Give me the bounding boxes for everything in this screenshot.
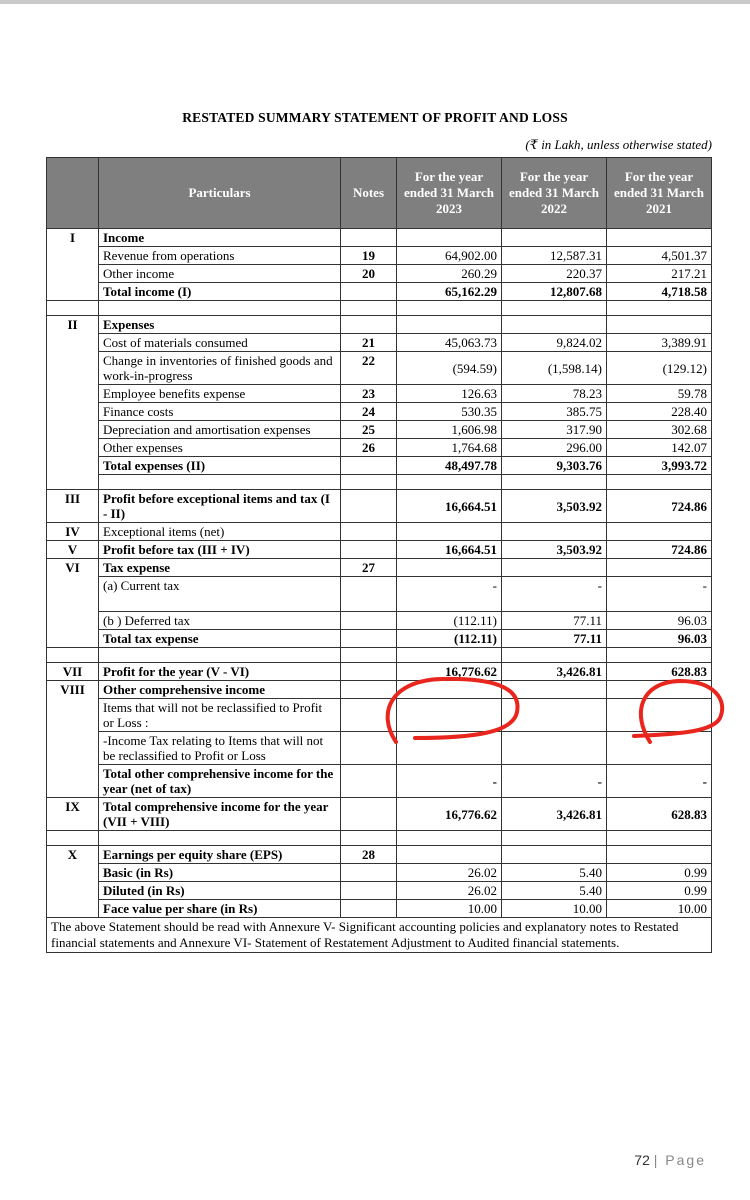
profit-loss-table: [46, 157, 712, 953]
value-2021: 217.21: [607, 265, 712, 283]
value-2022: 5.40: [502, 864, 607, 882]
table-row: [47, 523, 712, 541]
row-label: Cost of materials consumed: [99, 334, 341, 352]
value-2023: 1,606.98: [397, 421, 502, 439]
value-2023: 1,764.68: [397, 439, 502, 457]
spacer-row: [47, 301, 712, 316]
roman-numeral: VI: [47, 559, 99, 648]
note-ref: 26: [341, 439, 397, 457]
page-label: | Page: [653, 1152, 706, 1168]
row-label: Other comprehensive income: [99, 681, 341, 699]
table-row: [47, 846, 712, 864]
row-label: Expenses: [99, 316, 341, 334]
row-label: Total income (I): [99, 283, 341, 301]
row-label: Finance costs: [99, 403, 341, 421]
note-ref: 22: [341, 352, 397, 385]
row-label: Items that will not be reclassified to Profit or Loss :: [99, 699, 341, 732]
value-2021: 4,501.37: [607, 247, 712, 265]
table-row: [47, 541, 712, 559]
roman-numeral: III: [47, 490, 99, 523]
row-label: (a) Current tax: [99, 577, 341, 612]
value-2023: 16,664.51: [397, 541, 502, 559]
value-2021: 0.99: [607, 864, 712, 882]
value-2022: 78.23: [502, 385, 607, 403]
value-2022: 3,426.81: [502, 798, 607, 831]
value-2021: 96.03: [607, 612, 712, 630]
roman-numeral: VIII: [47, 681, 99, 798]
header-fy2021: For the year ended 31 March 2021: [607, 158, 712, 229]
value-2022: 3,503.92: [502, 490, 607, 523]
value-2021: 59.78: [607, 385, 712, 403]
page-number: 72: [634, 1152, 650, 1168]
page-footer: [634, 1152, 706, 1168]
table-row: [47, 630, 712, 648]
value-2022: 220.37: [502, 265, 607, 283]
value-2021: 302.68: [607, 421, 712, 439]
table-row: [47, 334, 712, 352]
value-2023: 16,776.62: [397, 663, 502, 681]
footnote: The above Statement should be read with Annexure V- Significant accounting policies and explanatory notes to Restated financial statements and Annexure VI- Statement of Restatement Adjustment to Audited financial statements.: [47, 918, 712, 953]
header-particulars: Particulars: [99, 158, 341, 229]
value-2021: 724.86: [607, 490, 712, 523]
row-label: Earnings per equity share (EPS): [99, 846, 341, 864]
row-label: Tax expense: [99, 559, 341, 577]
value-2022: 3,503.92: [502, 541, 607, 559]
value-2022: -: [502, 765, 607, 798]
row-label: Profit before exceptional items and tax (I - II): [99, 490, 341, 523]
table-row: [47, 352, 712, 385]
roman-numeral: I: [47, 229, 99, 301]
value-2023: 64,902.00: [397, 247, 502, 265]
row-label: Exceptional items (net): [99, 523, 341, 541]
top-border: [0, 0, 750, 4]
value-2021: -: [607, 577, 712, 612]
row-label: Total other comprehensive income for the year (net of tax): [99, 765, 341, 798]
value-2022: 317.90: [502, 421, 607, 439]
value-2023: 16,664.51: [397, 490, 502, 523]
note-ref: 25: [341, 421, 397, 439]
table-row: [47, 798, 712, 831]
roman-numeral: II: [47, 316, 99, 490]
roman-numeral: VII: [47, 663, 99, 681]
table-row: [47, 559, 712, 577]
row-label: Depreciation and amortisation expenses: [99, 421, 341, 439]
row-label: Employee benefits expense: [99, 385, 341, 403]
value-2021: 724.86: [607, 541, 712, 559]
document-title: RESTATED SUMMARY STATEMENT OF PROFIT AND LOSS: [182, 110, 568, 125]
table-row: [47, 663, 712, 681]
value-2022: (1,598.14): [502, 352, 607, 385]
table-row: [47, 612, 712, 630]
table-row: [47, 247, 712, 265]
value-2021: 628.83: [607, 663, 712, 681]
note-ref: 28: [341, 846, 397, 864]
table-row: [47, 882, 712, 900]
value-2021: 0.99: [607, 882, 712, 900]
row-label: Face value per share (in Rs): [99, 900, 341, 918]
value-2021: -: [607, 765, 712, 798]
row-label: Profit for the year (V - VI): [99, 663, 341, 681]
table-row: [47, 229, 712, 247]
row-label: Diluted (in Rs): [99, 882, 341, 900]
value-2023: 65,162.29: [397, 283, 502, 301]
roman-numeral: X: [47, 846, 99, 918]
value-2022: 3,426.81: [502, 663, 607, 681]
note-ref: 23: [341, 385, 397, 403]
table-row: [47, 681, 712, 699]
value-2022: 12,587.31: [502, 247, 607, 265]
value-2023: 530.35: [397, 403, 502, 421]
note-ref: 21: [341, 334, 397, 352]
table-row: [47, 577, 712, 612]
table-row: [47, 316, 712, 334]
note-ref: 19: [341, 247, 397, 265]
row-label: (b ) Deferred tax: [99, 612, 341, 630]
table-row: [47, 403, 712, 421]
row-label: Income: [99, 229, 341, 247]
table-row: [47, 699, 712, 732]
unit-note: (₹ in Lakh, unless otherwise stated): [525, 137, 712, 152]
value-2023: 45,063.73: [397, 334, 502, 352]
value-2023: 10.00: [397, 900, 502, 918]
note-ref: 20: [341, 265, 397, 283]
value-2021: 96.03: [607, 630, 712, 648]
table-row: [47, 265, 712, 283]
table-row: [47, 864, 712, 882]
row-label: Total expenses (II): [99, 457, 341, 475]
note-ref: 27: [341, 559, 397, 577]
value-2022: 77.11: [502, 630, 607, 648]
note-ref: 24: [341, 403, 397, 421]
spacer-row: [47, 475, 712, 490]
roman-numeral: V: [47, 541, 99, 559]
value-2023: (112.11): [397, 630, 502, 648]
spacer-row: [47, 831, 712, 846]
value-2023: 126.63: [397, 385, 502, 403]
value-2022: 12,807.68: [502, 283, 607, 301]
value-2021: 628.83: [607, 798, 712, 831]
value-2022: 9,824.02: [502, 334, 607, 352]
table-row: [47, 457, 712, 475]
row-label: -Income Tax relating to Items that will not be reclassified to Profit or Loss: [99, 732, 341, 765]
row-label: Total comprehensive income for the year (VII + VIII): [99, 798, 341, 831]
table-row: [47, 283, 712, 301]
row-label: Profit before tax (III + IV): [99, 541, 341, 559]
spacer-row: [47, 648, 712, 663]
header-rn: [47, 158, 99, 229]
row-label: Revenue from operations: [99, 247, 341, 265]
value-2023: -: [397, 765, 502, 798]
value-2023: 26.02: [397, 882, 502, 900]
value-2021: 3,389.91: [607, 334, 712, 352]
value-2021: 142.07: [607, 439, 712, 457]
value-2022: 10.00: [502, 900, 607, 918]
value-2023: (594.59): [397, 352, 502, 385]
table-row: [47, 439, 712, 457]
row-label: Change in inventories of finished goods and work-in-progress: [99, 352, 341, 385]
value-2023: (112.11): [397, 612, 502, 630]
value-2021: 4,718.58: [607, 283, 712, 301]
roman-numeral: IX: [47, 798, 99, 831]
header-notes: Notes: [341, 158, 397, 229]
row-label: Total tax expense: [99, 630, 341, 648]
footnote-row: [47, 918, 712, 953]
value-2023: 16,776.62: [397, 798, 502, 831]
value-2021: 228.40: [607, 403, 712, 421]
header-fy2022: For the year ended 31 March 2022: [502, 158, 607, 229]
value-2021: (129.12): [607, 352, 712, 385]
value-2022: -: [502, 577, 607, 612]
value-2023: 260.29: [397, 265, 502, 283]
value-2022: 296.00: [502, 439, 607, 457]
row-label: Basic (in Rs): [99, 864, 341, 882]
value-2022: 385.75: [502, 403, 607, 421]
header-fy2023: For the year ended 31 March 2023: [397, 158, 502, 229]
row-label: Other income: [99, 265, 341, 283]
value-2021: 10.00: [607, 900, 712, 918]
value-2022: 77.11: [502, 612, 607, 630]
value-2021: 3,993.72: [607, 457, 712, 475]
value-2023: 48,497.78: [397, 457, 502, 475]
table-row: [47, 900, 712, 918]
roman-numeral: IV: [47, 523, 99, 541]
table-row: [47, 421, 712, 439]
table-row: [47, 765, 712, 798]
table-row: [47, 490, 712, 523]
value-2023: 26.02: [397, 864, 502, 882]
table-row: [47, 385, 712, 403]
table-header-row: [47, 158, 712, 229]
value-2022: 9,303.76: [502, 457, 607, 475]
table-row: [47, 732, 712, 765]
value-2023: -: [397, 577, 502, 612]
value-2022: 5.40: [502, 882, 607, 900]
row-label: Other expenses: [99, 439, 341, 457]
